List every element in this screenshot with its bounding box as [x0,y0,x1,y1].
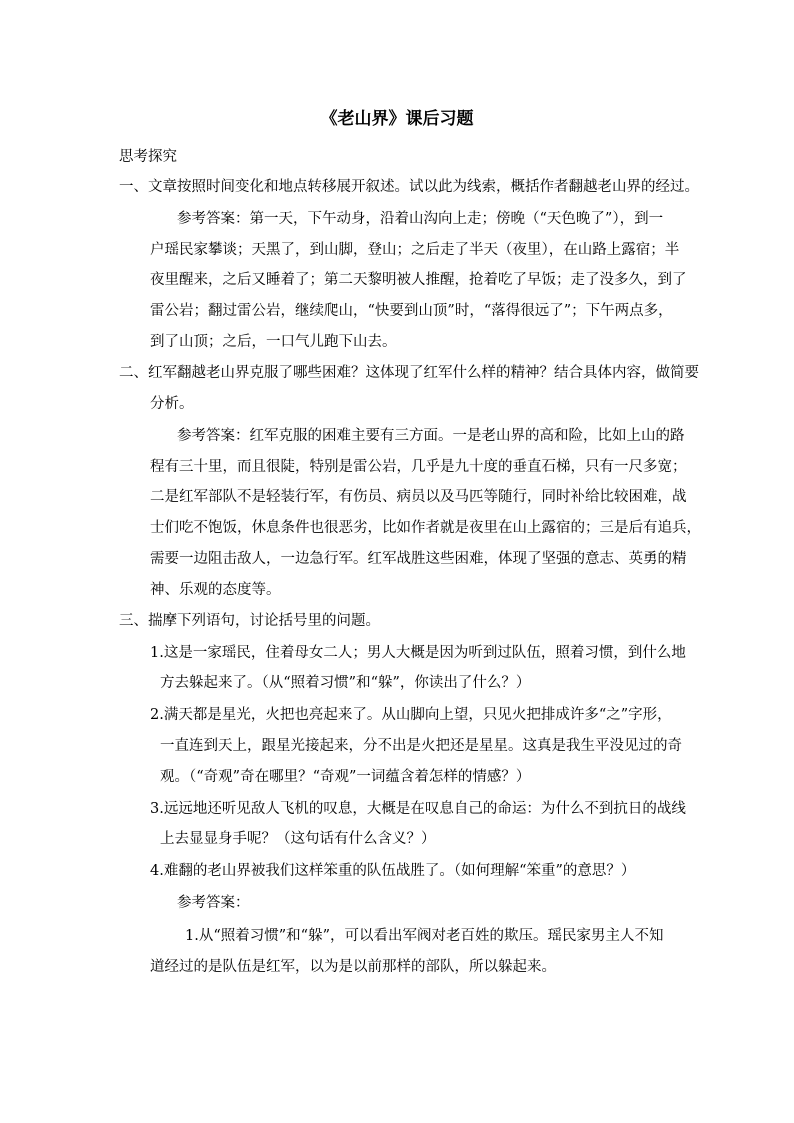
question-2-cont: 分析。 [150,396,194,412]
q3-item-line: 方去躲起来了。（从“照着习惯”和“躲”，你读出了什么？） [160,675,531,691]
q3-answer-line: 1.从“照着习惯”和“躲”，可以看出军阀对老百姓的欺压。瑶民家男主人不知 [185,928,664,944]
q2-answer-line: 参考答案：红军克服的困难主要有三方面。一是老山界的高和险，比如上山的路 [177,428,685,444]
q1-answer-line: 雷公岩；翻过雷公岩，继续爬山，“快要到山顶”时，“落得很远了”；下午两点多， [150,303,673,319]
q1-answer-line: 户瑶民家攀谈；天黑了，到山脚，登山；之后走了半天（夜里），在山路上露宿；半 [150,242,680,258]
q2-answer-line: 士们吃不饱饭，休息条件也很恶劣，比如作者就是夜里在山上露宿的；三是后有追兵， [150,520,701,536]
q2-answer-line: 神、乐观的态度等。 [150,582,281,598]
question-1: 一、文章按照时间变化和地点转移展开叙述。试以此为线索，概括作者翻越老山界的经过。 [119,179,699,195]
question-3: 三、揣摩下列语句，讨论括号里的问题。 [119,613,380,629]
q1-answer-line: 参考答案：第一天，下午动身，沿着山沟向上走；傍晚（“天色晚了”），到一 [177,211,664,227]
q3-item-line: 观。（“奇观”奇在哪里？“奇观”一词蕴含着怎样的情感？） [160,769,531,785]
q3-item-line: 上去显显身手呢？（这句话有什么含义？） [160,831,436,847]
q1-answer-line: 夜里醒来，之后又睡着了；第二天黎明被人推醒，抢着吃了早饭；走了没多久，到了 [150,272,687,288]
q3-answer-line: 道经过的是队伍是红军，以为是以前那样的部队，所以躲起来。 [150,959,556,975]
q2-answer-line: 需要一边阻击敌人，一边急行军。红军战胜这些困难，体现了坚强的意志、英勇的精 [150,551,687,567]
q1-answer-line: 到了山顶；之后，一口气儿跑下山去。 [150,334,397,350]
q3-answer-label: 参考答案： [177,895,250,911]
document-title: 《老山界》课后习题 [320,109,474,129]
q3-item-line: 1.这是一家瑶民，住着母女二人；男人大概是因为听到过队伍，照着习惯，到什么地 [150,645,686,661]
section-heading: 思考探究 [119,149,177,165]
q3-item-line: 2.满天都是星光，火把也亮起来了。从山脚向上望，只见火把排成许多“之”字形， [150,707,672,723]
q3-item-line: 4.难翻的老山界被我们这样笨重的队伍战胜了。（如何理解“笨重”的意思？） [150,863,636,879]
question-2: 二、红军翻越老山界克服了哪些困难？这体现了红军什么样的精神？结合具体内容，做简要 [119,365,699,381]
q3-item-line: 3.远远地还听见敌人飞机的叹息，大概是在叹息自己的命运：为什么不到抗日的战线 [150,801,686,817]
q3-item-line: 一直连到天上，跟星光接起来，分不出是火把还是星星。这真是我生平没见过的奇 [160,738,682,754]
q2-answer-line: 二是红军部队不是轻装行军，有伤员、病员以及马匹等随行，同时补给比较困难，战 [150,489,687,505]
q2-answer-line: 程有三十里，而且很陡，特别是雷公岩，几乎是九十度的垂直石梯，只有一尺多宽； [150,459,687,475]
